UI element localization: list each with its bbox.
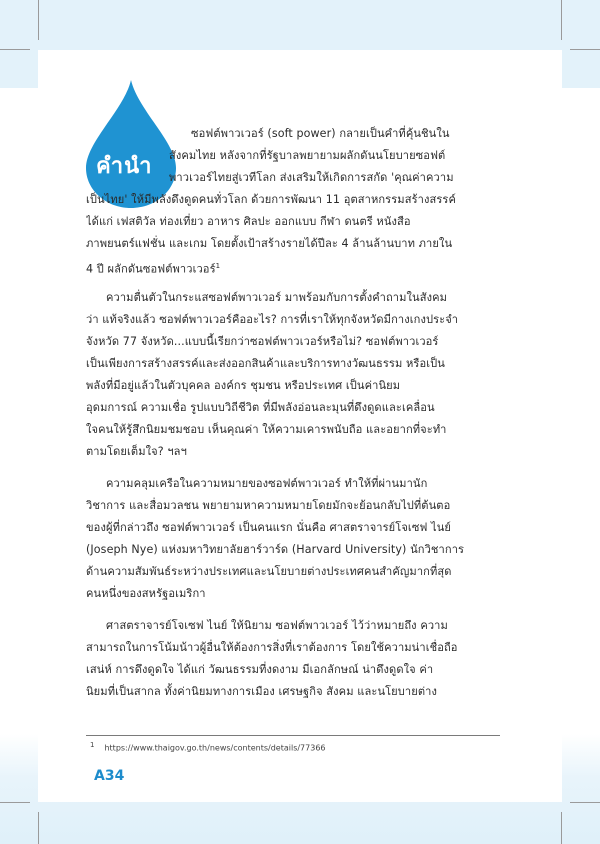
paragraph-3-line-2: วิชาการ และสื่อมวลชน พยายามหาความหมายโดยมักจะย้อนกลับไปที่ต้นตอ: [86, 499, 451, 512]
crop-mark-top-left-h: [0, 49, 30, 50]
page-number: A34: [94, 768, 125, 784]
body-text: [86, 123, 506, 703]
paragraph-3-line-1: ความคลุมเครือในความหมายของซอฟต์พาวเวอร์ ทำให้ที่ผ่านมานัก: [106, 477, 428, 490]
paragraph-4-line-4: นิยมที่เป็นสากล ทั้งค่านิยมทางการเมือง เศรษฐกิจ สังคม และนโยบายต่าง: [86, 685, 438, 698]
paragraph-3-line-3: ของผู้ที่กล่าวถึง ซอฟต์พาวเวอร์ เป็นคนแรก นั่นคือ ศาสตราจารย์โจเซฟ ไนย์: [86, 521, 452, 534]
paragraph-2-line-7: ใจคนให้รู้สึกนิยมชมชอบ เห็นคุณค่า ให้ความเคารพนับถือ และอยากที่จะทำ: [86, 423, 447, 436]
paragraph-2-line-2: ว่า แท้จริงแล้ว ซอฟต์พาวเวอร์คืออะไร? การที่เราให้ทุกจังหวัดมีกางเกงประจำ: [86, 313, 459, 326]
footnote-link[interactable]: https://www.thaigov.go.th/news/contents/details/77366: [104, 743, 326, 753]
paragraph-3-line-5: ด้านความสัมพันธ์ระหว่างประเทศและนโยบายต่างประเทศคนสำคัญมากที่สุด: [86, 565, 452, 578]
paragraph-1-line-4: เป็นไทย' ให้มีพลังดึงดูดคนทั่วโลก ด้วยการพัฒนา 11 อุตสาหกรรมสร้างสรรค์: [86, 193, 457, 206]
footnote-marker: 1: [215, 262, 221, 270]
paragraph-4-line-1: ศาสตราจารย์โจเซฟ ไนย์ ให้นิยาม ซอฟต์พาวเวอร์ ไว้ว่าหมายถึง ความ: [106, 619, 448, 632]
crop-mark-bottom-left-h: [0, 802, 30, 803]
paragraph-1-line-2: สังคมไทย หลังจากที่รัฐบาลพยายามผลักดันนโยบายซอฟต์: [169, 149, 446, 162]
paragraph-1-line-3: พาวเวอร์ไทยสู่เวทีโลก ส่งเสริมให้เกิดการสกัด 'คุณค่าความ: [169, 171, 454, 184]
crop-mark-top-right-h: [570, 49, 600, 50]
crop-mark-bottom-right: [561, 812, 562, 844]
paragraph-3-line-4: (Joseph Nye) แห่งมหาวิทยาลัยฮาร์วาร์ด (Harvard University) นักวิชาการ: [86, 543, 465, 556]
crop-mark-bottom-left: [38, 812, 39, 844]
footnote-divider: [86, 735, 500, 736]
crop-mark-top-left: [38, 0, 39, 40]
footnote-number: 1: [90, 741, 95, 749]
paragraph-1-line-6: ภาพยนตร์แฟชั่น และเกม โดยตั้งเป้าสร้างรายได้ปีละ 4 ล้านล้านบาท ภายใน: [86, 237, 453, 250]
paragraph-1-line-1: ซอฟต์พาวเวอร์ (soft power) กลายเป็นคำที่คุ้นชินใน: [191, 127, 450, 140]
paragraph-2-line-1: ความตื่นตัวในกระแสซอฟต์พาวเวอร์ มาพร้อมกับการตั้งคำถามในสังคม: [106, 291, 448, 304]
paragraph-2-line-5: พลังที่มีอยู่แล้วในตัวบุคคล องค์กร ชุมชน หรือประเทศ เป็นค่านิยม: [86, 379, 401, 392]
page-title: คำนำ: [96, 154, 153, 179]
paragraph-4-line-2: สามารถในการโน้มน้าวผู้อื่นให้ต้องการสิ่งที่เราต้องการ โดยใช้ความน่าเชื่อถือ: [86, 641, 458, 654]
paragraph-2-line-4: เป็นเพียงการสร้างสรรค์และส่งออกสินค้าและบริการทางวัฒนธรรม หรือเป็น: [86, 357, 445, 370]
paragraph-1-line-5: ได้แก่ เฟสติวัล ท่องเที่ยว อาหาร ศิลปะ ออกแบบ กีฬา ดนตรี หนังสือ: [86, 215, 411, 228]
paragraph-1-line-7-text: 4 ปี ผลักดันซอฟต์พาวเวอร์: [86, 262, 216, 276]
crop-mark-top-right: [561, 0, 562, 40]
paragraph-2-line-3: จังหวัด 77 จังหวัด...แบบนี้เรียกว่าซอฟต์พาวเวอร์หรือไม่? ซอฟต์พาวเวอร์: [86, 335, 439, 348]
footnote: [90, 741, 326, 753]
paragraph-4-line-3: เสน่ห์ การดึงดูดใจ ได้แก่ วัฒนธรรมที่งดงาม มีเอกลักษณ์ น่าดึงดูดใจ ค่า: [86, 663, 434, 676]
paragraph-1-line-7: [86, 255, 506, 277]
crop-mark-bottom-right-h: [570, 802, 600, 803]
paragraph-3-line-6: คนหนึ่งของสหรัฐอเมริกา: [86, 587, 206, 600]
paragraph-2-line-6: อุดมการณ์ ความเชื่อ รูปแบบวิถีชีวิต ที่มีพลังอ่อนละมุนที่ดึงดูดและเคลื่อน: [86, 401, 435, 414]
paragraph-2-line-8: ตามโดยเต็มใจ? ฯลฯ: [86, 445, 187, 458]
